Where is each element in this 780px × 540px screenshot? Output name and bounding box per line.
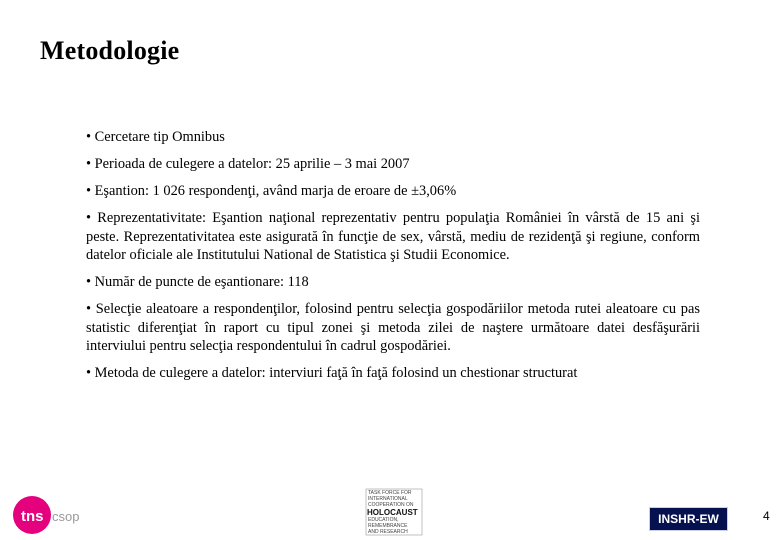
tns-logo-text: tns [21, 508, 44, 525]
bullet-item: • Număr de puncte de eşantionare: 118 [86, 274, 309, 290]
bullet-item: • Cercetare tip Omnibus [86, 129, 225, 145]
task-force-logo [365, 488, 423, 536]
bullet-item: • Perioada de culegere a datelor: 25 aprilie – 3 mai 2007 [86, 156, 410, 172]
task-force-line: AND RESEARCH [368, 529, 408, 535]
task-force-line: TASK FORCE FOR [368, 490, 412, 496]
task-force-line: COOPERATION ON [368, 502, 414, 508]
bullet-list [86, 128, 700, 391]
bullet-item: • Reprezentativitate: Eşantion naţional reprezentativ pentru populaţia României în vârstă de 15 ani şi peste. Reprezentativitatea este asigurată în funcţie de sex, vârstă, mediu de rezidenţă şi regiune, conform datelor oficiale ale Institutului National de Statistica şi Studii Economice. [86, 210, 700, 263]
bullet-item: • Metoda de culegere a datelor: interviuri faţă în faţă folosind un chestionar structurat [86, 365, 578, 381]
task-force-line: EDUCATION, [368, 517, 399, 523]
task-force-line: INTERNATIONAL [368, 496, 408, 502]
slide-title: Metodologie [40, 36, 180, 65]
csop-logo-text: csop [52, 509, 80, 524]
inshr-ew-badge: INSHR-EW [649, 507, 728, 531]
bullet-item: • Eşantion: 1 026 respondenţi, având marja de eroare de ±3,06% [86, 183, 457, 199]
tns-csop-logo [8, 490, 88, 534]
page-number: 4 [763, 509, 770, 523]
task-force-line: HOLOCAUST [367, 508, 418, 517]
task-force-line: REMEMBRANCE [368, 523, 408, 529]
bullet-item: • Selecţie aleatoare a respondenţilor, folosind pentru selecţia gospodăriilor metoda rutei aleatoare cu pas statistic diferenţiat în raport cu tipul zonei şi metoda zilei de naştere următoare datei desfăşurării interviului pentru selecţia respondentului în cadrul gospodăriei. [86, 301, 700, 354]
